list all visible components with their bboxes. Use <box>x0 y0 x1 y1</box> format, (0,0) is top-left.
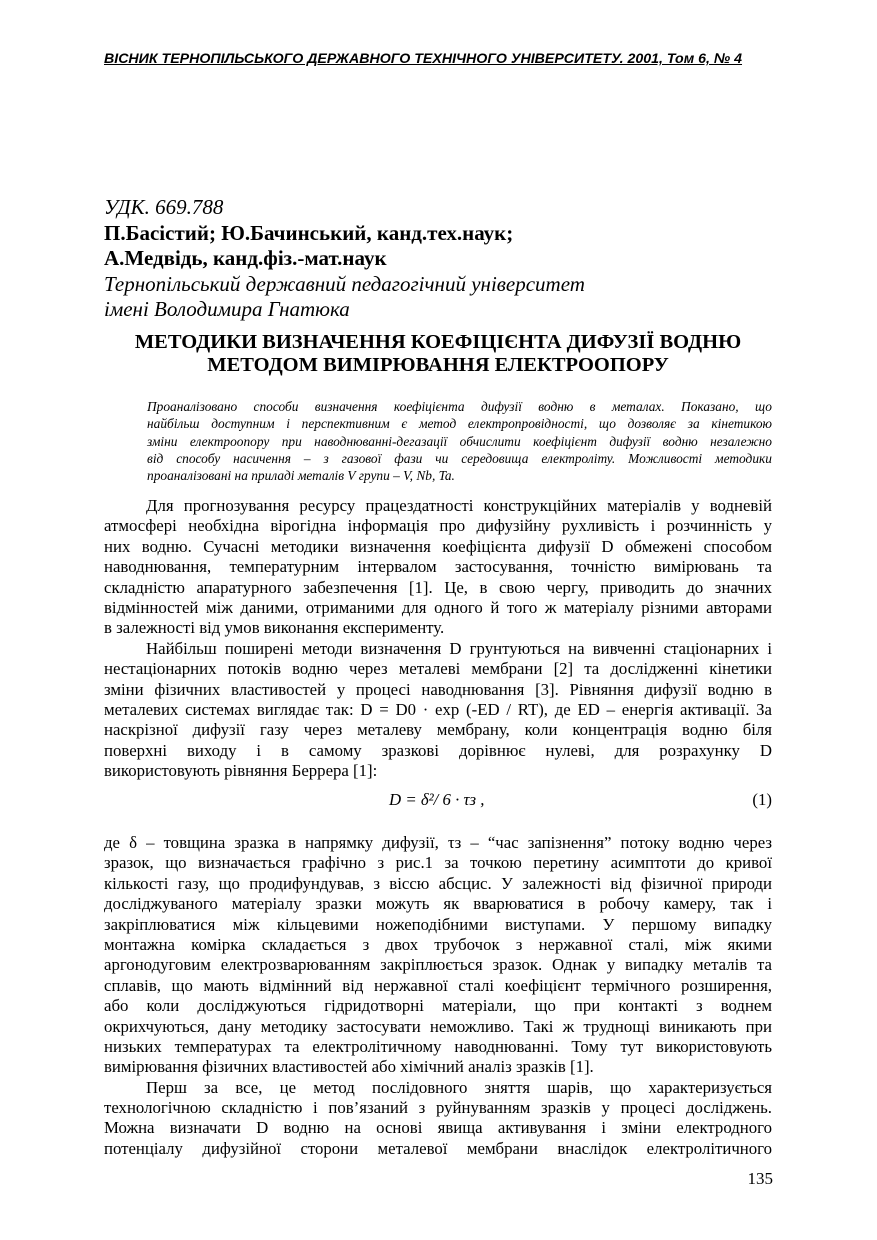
abstract-line: проаналізовані на приладі металів V групи – V, Nb, Ta. <box>147 468 455 484</box>
title-line: МЕТОДОМ ВИМІРЮВАННЯ ЕЛЕКТРООПОРУ <box>207 354 669 376</box>
body-text-part1 <box>104 496 772 781</box>
body-line: низьких температурах та електролітичному наводнюванні. Тому тут використовують <box>104 1036 772 1056</box>
author-line: А.Медвідь, канд.фіз.-мат.наук <box>104 246 387 271</box>
body-line: потенціалу дифузійної сторони металевої мембрани внаслідок електролітичного <box>104 1138 772 1158</box>
title-line: МЕТОДИКИ ВИЗНАЧЕННЯ КОЕФІЦІЄНТА ДИФУЗІЇ ВОДНЮ <box>134 331 742 353</box>
body-line: Перш за все, це метод послідовного зняття шарів, що характеризується <box>146 1077 772 1097</box>
abstract-line: Проаналізовано способи визначення коефіцієнта дифузії водню в металах. Показано, що <box>147 399 772 414</box>
affiliation-line: Тернопільський державний педагогічний університет <box>104 271 585 296</box>
body-line: досліджуваного матеріалу зразки можуть як вварюватися в робочу камеру, так і <box>104 894 772 914</box>
body-line: Найбільш поширені методи визначення D грунтуються на вивченні стаціонарних і <box>146 638 772 658</box>
body-line: складністю апаратурного забезпечення [1]. Це, в свою чергу, приводить до значних <box>104 577 772 597</box>
affiliation-line: імені Володимира Гнатюка <box>104 297 350 322</box>
equation-number: (1) <box>752 790 772 809</box>
equation-1 <box>104 790 772 812</box>
body-line: наскрізної дифузії газу через металеву мембрану, коли концентрація водню біля <box>104 720 772 740</box>
body-line: де δ – товщина зразка в напрямку дифузії, τз – “час запізнення” потоку водню через <box>104 833 772 852</box>
abstract-line: від способу насичення – з газової фази чи середовища електроліту. Можливості методики <box>147 450 772 466</box>
page-number: 135 <box>747 1169 773 1188</box>
udc-code: УДК. 669.788 <box>104 195 224 219</box>
body-line: технологічною складністю і пов’язаний з руйнуванням зразків у процесі досліджень. <box>104 1098 772 1118</box>
body-line: відмінностей між даними, отриманими для одного й того ж матеріалу різними авторами <box>104 597 772 617</box>
body-text-part2 <box>104 833 772 1159</box>
article-title <box>104 331 772 377</box>
body-line: в залежності від умов виконання експерименту. <box>104 618 445 638</box>
body-line: закріплюватися між кільцевими ножеподібними виступами. У першому випадку <box>104 914 772 934</box>
body-line: зміни фізичних властивостей у процесі наводнювання [3]. Рівняння дифузії водню в <box>104 679 772 699</box>
body-line: металевих системах виглядає так: D = D0 · exp (-ED / RT), де ED – енергія активації. За <box>104 699 772 719</box>
body-line: них водню. Сучасні методики визначення коефіцієнта дифузії D обмежені способом <box>104 536 772 556</box>
body-line: атмосфері необхідна вірогідна інформація про дифузійну рухливість і розчинність у <box>104 516 772 536</box>
body-line: нестаціонарних потоків водню через металеві мембрани [2] та дослідженні кінетики <box>104 659 772 679</box>
body-line: використовують рівняння Беррера [1]: <box>104 761 378 781</box>
body-line: окрихчуються, дану методику застосувати неможливо. Такі ж труднощі виникають при <box>104 1016 772 1036</box>
body-line: зразок, що визначається графічно з рис.1 за точкою перетину асимптоти до кривої <box>104 853 772 873</box>
body-line: або коли досліджуються гідридотворні матеріали, що при контакті з воднем <box>104 996 772 1016</box>
author-line: П.Басістий; Ю.Бачинський, канд.тех.наук; <box>104 220 514 245</box>
body-line: Можна визначати D водню на основі явища активування і зміни електродного <box>104 1118 772 1138</box>
body-line: кількості газу, що продифундував, з віссю абсцис. У залежності від фізичної природи <box>104 873 772 893</box>
article-metadata <box>104 195 784 323</box>
body-line: поверхні виходу і в самому зразкові дорівнює нулеві, для розрахунку D <box>104 740 772 760</box>
equation-formula: D = δ²/ 6 · τз , <box>389 790 485 809</box>
body-line: вимірювання фізичних властивостей або хімічний аналіз зразків [1]. <box>104 1057 594 1077</box>
abstract-line: найбільш доступним і перспективним є метод електропровідності, що дозволяє за кінетикою <box>147 416 772 432</box>
body-line: сплавів, що мають відмінний від нержавної сталі коефіцієнт термічного розширення, <box>104 975 772 995</box>
body-line: монтажна комірка складається з двох трубочок з нержавної сталі, між якими <box>104 934 772 954</box>
journal-header: ВІСНИК ТЕРНОПІЛЬСЬКОГО ДЕРЖАВНОГО ТЕХНІЧНОГО УНІВЕРСИТЕТУ. 2001, Том 6, № 4 <box>104 51 743 67</box>
body-line: Для прогнозування ресурсу працездатності конструкційних матеріалів у водневій <box>146 496 772 515</box>
body-line: аргонодуговим електрозварюванням закріплюється зразок. Однак у випадку металів та <box>104 955 772 975</box>
body-line: наводнювання, температурним інтервалом застосування, точністю вимірювань та <box>104 557 772 577</box>
abstract-line: зміни електроопору при наводнюванні-дегазації обчислити коефіцієнт дифузії водню незалежно <box>147 433 772 449</box>
abstract <box>147 398 772 484</box>
